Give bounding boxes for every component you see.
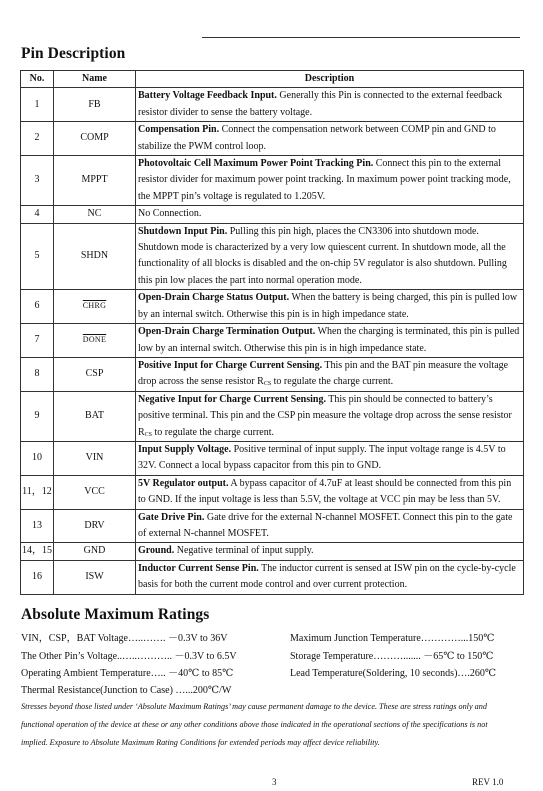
pin-description: Open-Drain Charge Status Output. When the battery is being charged, this pin is pulled low by an internal switch. Otherwise this pin is in high impedance state.: [136, 290, 524, 324]
table-row: [21, 357, 524, 391]
page-number: 3: [272, 777, 277, 787]
rating-other-pin-voltage: The Other Pin’s Voltage..…..……….. －0.3V to 6.5V: [21, 651, 237, 662]
pin-description: Inductor Current Sense Pin. The inductor current is sensed at ISW pin on the cycle-by-cycle basis for both the current mode control and over current protection.: [136, 560, 524, 594]
table-row: [21, 156, 524, 206]
table-row: [21, 88, 524, 122]
pin-no: 10: [21, 441, 54, 475]
pin-name-overbar: CHRG: [82, 301, 107, 311]
revision-label: REV 1.0: [472, 777, 504, 787]
table-row: [21, 206, 524, 223]
pin-description: Battery Voltage Feedback Input. Generally this Pin is connected to the external feedback resistor divider to sense the battery voltage.: [136, 88, 524, 122]
pin-name: [54, 324, 136, 358]
table-row: [21, 290, 524, 324]
pin-name: FB: [54, 88, 136, 122]
pin-description: Ground. Negative terminal of input supply.: [136, 543, 524, 560]
pin-name: VIN: [54, 441, 136, 475]
header-description: Description: [136, 71, 524, 88]
pin-name: ISW: [54, 560, 136, 594]
pin-description: Shutdown Input Pin. Pulling this pin high, places the CN3306 into shutdown mode. Shutdown mode is characterized by a very low quiescent current. In shutdown mode, all the functionality of all blocks is disabled and the on-chip 5V regulator is also shutdown. Pulling this pin low places the part into normal operation mode.: [136, 223, 524, 290]
pin-no: 5: [21, 223, 54, 290]
pin-description-table: [20, 70, 524, 595]
pin-description: Input Supply Voltage. Positive terminal of input supply. The input voltage range is 4.5V to 32V. Connect a local bypass capacitor from this pin to GND.: [136, 441, 524, 475]
table-row: [21, 560, 524, 594]
pin-name: DRV: [54, 509, 136, 543]
pin-description: Gate Drive Pin. Gate drive for the external N-channel MOSFET. Connect this pin to the gate of external N-channel MOSFET.: [136, 509, 524, 543]
rating-storage-temperature: Storage Temperature………....... －65℃ to 150℃: [290, 651, 494, 662]
rating-thermal-resistance: Thermal Resistance(Junction to Case) …...200℃/W: [21, 685, 232, 696]
pin-no: 1: [21, 88, 54, 122]
pin-name: NC: [54, 206, 136, 223]
pin-description: Negative Input for Charge Current Sensing. This pin should be connected to battery’s positive terminal. This pin and the CSP pin measure the voltage drop across the sense resistor $R_{CS}$ to regulate the charge current.: [136, 391, 524, 441]
pin-description: No Connection.: [136, 206, 524, 223]
table-row: [21, 324, 524, 358]
pin-name: MPPT: [54, 156, 136, 206]
stress-note: Stresses beyond those listed under ‘Absolute Maximum Ratings’ may cause permanent damage to the device. These are stress ratings only and functional operation of the device at these or any other conditions above those indicated in the operational sections of the specifications is not implied. Exposure to Absolute Maximum Rating Conditions for extended periods may affect device reliability.: [21, 702, 488, 747]
table-row: [21, 475, 524, 509]
pin-no: 8: [21, 357, 54, 391]
table-row: [21, 122, 524, 156]
pin-no: 3: [21, 156, 54, 206]
pin-description: Positive Input for Charge Current Sensing. This pin and the BAT pin measure the voltage drop across the sense resistor $R_{CS}$ to regulate the charge current.: [136, 357, 524, 391]
table-row: [21, 543, 524, 560]
pin-description: Photovoltaic Cell Maximum Power Point Tracking Pin. Connect this pin to the external resistor divider for maximum power point tracking. In maximum power point tracking mode, the MPPT pin’s voltage is regulated to 1.205V.: [136, 156, 524, 206]
rating-junction-temperature: Maximum Junction Temperature…………...150℃: [290, 633, 495, 644]
pin-name: VCC: [54, 475, 136, 509]
header-name: Name: [54, 71, 136, 88]
pin-no: 16: [21, 560, 54, 594]
pin-no: 4: [21, 206, 54, 223]
pin-description: Open-Drain Charge Termination Output. When the charging is terminated, this pin is pulled low by an internal switch. Otherwise this pin is in high impedance state.: [136, 324, 524, 358]
table-row: [21, 223, 524, 290]
header-no: No.: [21, 71, 54, 88]
pin-name-overbar: DONE: [82, 335, 107, 345]
table-row: [21, 509, 524, 543]
table-row: [21, 441, 524, 475]
rating-operating-temperature: Operating Ambient Temperature….. －40℃ to 85℃: [21, 668, 234, 679]
pin-no: 6: [21, 290, 54, 324]
pin-name: [54, 290, 136, 324]
pin-no: 11，12: [21, 475, 54, 509]
pin-no: 7: [21, 324, 54, 358]
rating-lead-temperature: Lead Temperature(Soldering, 10 seconds)….260℃: [290, 668, 497, 679]
pin-name: GND: [54, 543, 136, 560]
pin-description: 5V Regulator output. A bypass capacitor of 4.7uF at least should be connected from this pin to GND. If the input voltage is less than 5.5V, the voltage at VCC pin may be less than 5V.: [136, 475, 524, 509]
header-rule: [202, 37, 520, 38]
pin-no: 13: [21, 509, 54, 543]
pin-description: Compensation Pin. Connect the compensation network between COMP pin and GND to stabilize the PWM control loop.: [136, 122, 524, 156]
absolute-maximum-ratings-title: Absolute Maximum Ratings: [21, 606, 210, 623]
rating-vin-voltage: VIN，CSP，BAT Voltage…..……. －0.3V to 36V: [21, 633, 228, 644]
pin-no: 2: [21, 122, 54, 156]
table-header-row: [21, 71, 524, 88]
pin-name: CSP: [54, 357, 136, 391]
pin-no: 14，15: [21, 543, 54, 560]
pin-name: SHDN: [54, 223, 136, 290]
pin-no: 9: [21, 391, 54, 441]
pin-name: COMP: [54, 122, 136, 156]
pin-name: BAT: [54, 391, 136, 441]
pin-description-title: Pin Description: [21, 45, 126, 62]
table-row: [21, 391, 524, 441]
